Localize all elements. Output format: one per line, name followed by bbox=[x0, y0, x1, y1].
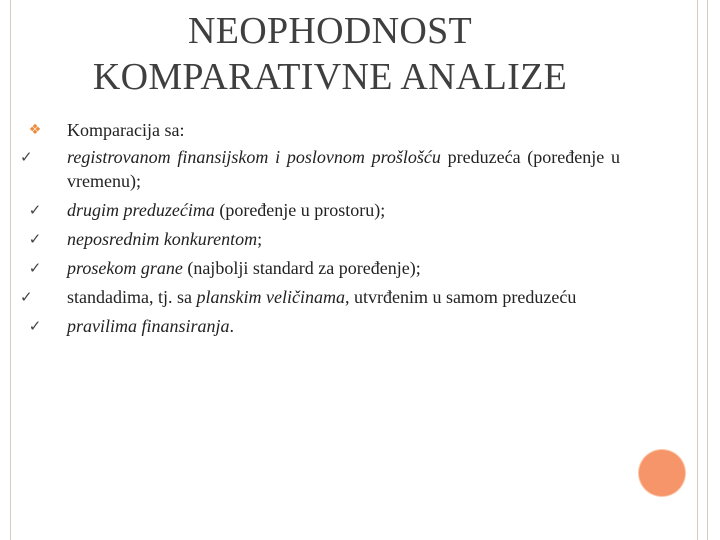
title-line-1: NEOPHODNOST bbox=[187, 10, 473, 52]
item-text: ; bbox=[257, 229, 263, 249]
list-item bbox=[20, 314, 620, 338]
diamond-bullet-icon: ❖ bbox=[28, 122, 42, 138]
checkmark-icon: ✓ bbox=[20, 288, 33, 306]
checkmark-icon: ✓ bbox=[28, 230, 42, 248]
item-emphasis: planskim veličinama bbox=[196, 287, 345, 307]
item-prefix: standadima, tj. sa bbox=[67, 287, 197, 307]
checkmark-icon: ✓ bbox=[28, 259, 42, 277]
title-line-2: KOMPARATIVNE ANALIZE bbox=[92, 56, 568, 98]
slide-content bbox=[20, 118, 620, 343]
checkmark-icon: ✓ bbox=[28, 317, 42, 335]
frame-line-right-inner bbox=[707, 0, 708, 540]
list-intro bbox=[20, 118, 620, 142]
list-item bbox=[20, 256, 620, 280]
item-text: (poređenje u prostoru); bbox=[214, 200, 386, 220]
item-text: preduzeća (poređenje u vremenu); bbox=[67, 147, 620, 191]
list-item bbox=[20, 198, 620, 222]
item-emphasis: prosekom grane bbox=[67, 258, 183, 278]
decorative-circle bbox=[639, 450, 685, 496]
item-emphasis: registrovanom finansijskom i poslovnom prošlošću bbox=[67, 147, 441, 167]
item-text: (najbolji standard za poređenje); bbox=[182, 258, 421, 278]
frame-line-right-outer bbox=[697, 0, 698, 540]
list-item bbox=[20, 285, 620, 309]
intro-text: Komparacija sa: bbox=[67, 120, 185, 140]
slide-title bbox=[0, 8, 660, 100]
checkmark-icon: ✓ bbox=[28, 201, 42, 219]
checkmark-icon: ✓ bbox=[20, 148, 33, 166]
item-text: , utvrđenim u samom preduzeću bbox=[344, 287, 577, 307]
item-text: . bbox=[229, 316, 235, 336]
item-emphasis: pravilima finansiranja bbox=[67, 316, 230, 336]
item-emphasis: drugim preduzećima bbox=[67, 200, 215, 220]
item-emphasis: neposrednim konkurentom bbox=[67, 229, 258, 249]
list-item bbox=[20, 145, 620, 193]
list-item bbox=[20, 227, 620, 251]
